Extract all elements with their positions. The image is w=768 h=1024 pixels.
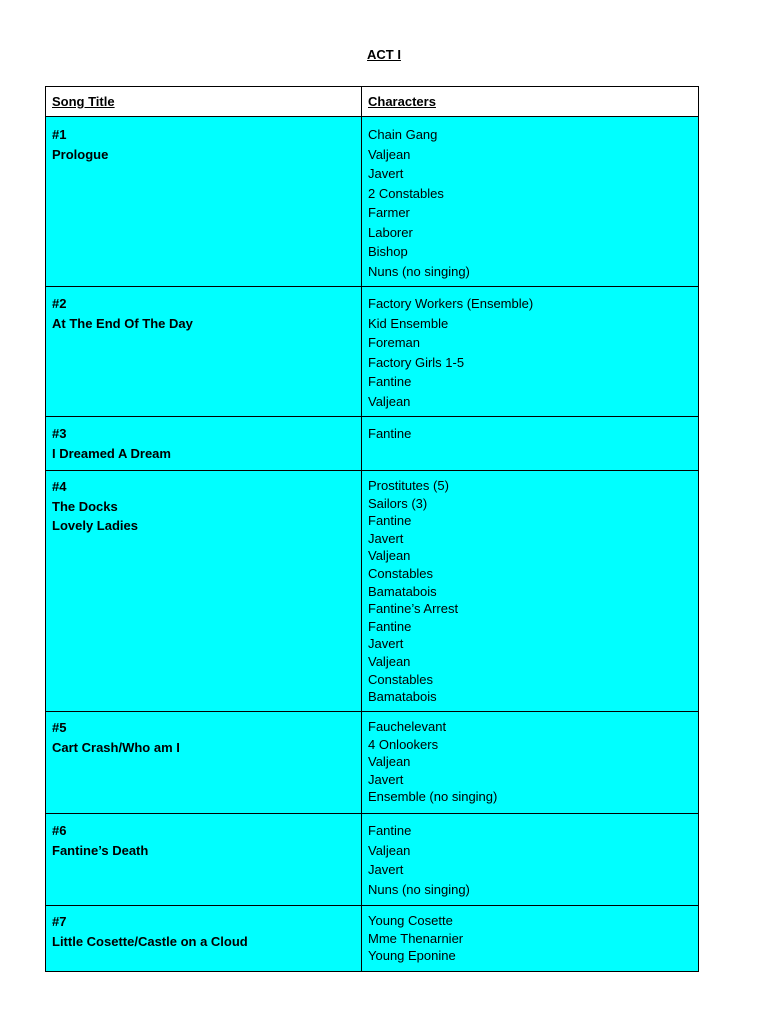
- table-row: [46, 906, 699, 972]
- character-name: Mme Thenarnier: [368, 930, 464, 946]
- character-name: Bamatabois: [368, 689, 437, 705]
- act-title: ACT I: [367, 47, 401, 62]
- song-number: #7: [52, 914, 67, 929]
- character-name: 4 Onlookers: [368, 736, 439, 752]
- character-name: Nuns (no singing): [368, 263, 470, 279]
- song-number: #2: [52, 296, 67, 311]
- character-name: Fantine’s Arrest: [368, 601, 459, 617]
- song-title: Cart Crash/Who am I: [52, 739, 180, 755]
- character-name: Fantine: [368, 823, 412, 838]
- character-name: Foreman: [368, 335, 421, 350]
- character-name: Fauchelevant: [368, 719, 447, 734]
- character-name: Valjean: [368, 653, 411, 669]
- song-table: [45, 86, 699, 972]
- song-cell: [46, 906, 362, 972]
- character-name: Valjean: [368, 146, 411, 162]
- characters-cell: [362, 712, 699, 814]
- song-title: At The End Of The Day: [52, 315, 193, 331]
- character-name: Javert: [368, 636, 404, 652]
- character-name: Javert: [368, 862, 404, 877]
- song-cell: [46, 814, 362, 906]
- character-name: Prostitutes (5): [368, 478, 449, 493]
- song-title: Little Cosette/Castle on a Cloud: [52, 933, 248, 949]
- character-name: Javert: [368, 771, 404, 787]
- table-row: [46, 712, 699, 814]
- song-cell: [46, 712, 362, 814]
- song-number: #4: [52, 479, 67, 494]
- character-name: Fantine: [368, 426, 412, 441]
- song-title: The Docks: [52, 498, 118, 514]
- table-row: [46, 471, 699, 712]
- character-name: Young Eponine: [368, 948, 456, 964]
- character-name: Sailors (3): [368, 495, 428, 511]
- character-name: Factory Workers (Ensemble): [368, 296, 534, 311]
- header-row: [46, 87, 699, 117]
- song-title-header: [46, 87, 362, 117]
- table-row: [46, 287, 699, 417]
- character-name: Farmer: [368, 205, 410, 220]
- character-name: Valjean: [368, 754, 411, 770]
- table-row: [46, 417, 699, 471]
- character-name: Bamatabois: [368, 583, 437, 599]
- song-number: #1: [52, 127, 67, 142]
- character-name: Factory Girls 1-5: [368, 354, 465, 370]
- character-name: Constables: [368, 565, 434, 581]
- song-title: Lovely Ladies: [52, 518, 138, 533]
- song-title: I Dreamed A Dream: [52, 445, 171, 461]
- song-number: #6: [52, 823, 67, 838]
- characters-cell: [362, 906, 699, 972]
- song-cell: [46, 117, 362, 287]
- character-name: Fantine: [368, 374, 412, 389]
- character-name: Laborer: [368, 224, 413, 240]
- character-name: Bishop: [368, 244, 408, 259]
- table-row: [46, 117, 699, 287]
- character-name: Valjean: [368, 548, 411, 564]
- character-name: Javert: [368, 530, 404, 546]
- song-cell: [46, 287, 362, 417]
- characters-cell: [362, 117, 699, 287]
- characters-cell: [362, 287, 699, 417]
- table-row: [46, 814, 699, 906]
- song-title: Fantine’s Death: [52, 842, 149, 858]
- characters-cell: [362, 417, 699, 471]
- characters-header-label: Characters: [368, 94, 436, 109]
- character-name: Valjean: [368, 393, 411, 409]
- character-name: Kid Ensemble: [368, 315, 449, 331]
- character-name: Chain Gang: [368, 127, 438, 142]
- characters-cell: [362, 471, 699, 712]
- character-name: Constables: [368, 671, 434, 687]
- character-name: Javert: [368, 166, 404, 181]
- character-name: Young Cosette: [368, 913, 453, 928]
- character-name: Ensemble (no singing): [368, 789, 498, 805]
- character-name: Fantine: [368, 618, 412, 634]
- song-cell: [46, 471, 362, 712]
- character-name: Valjean: [368, 842, 411, 858]
- character-name: Nuns (no singing): [368, 881, 470, 897]
- characters-header: [362, 87, 699, 117]
- song-title: Prologue: [52, 146, 109, 162]
- song-number: #5: [52, 720, 67, 735]
- song-number: #3: [52, 426, 67, 441]
- characters-cell: [362, 814, 699, 906]
- character-name: Fantine: [368, 513, 412, 529]
- character-name: 2 Constables: [368, 185, 444, 201]
- song-title-header-label: Song Title: [52, 94, 115, 109]
- song-cell: [46, 417, 362, 471]
